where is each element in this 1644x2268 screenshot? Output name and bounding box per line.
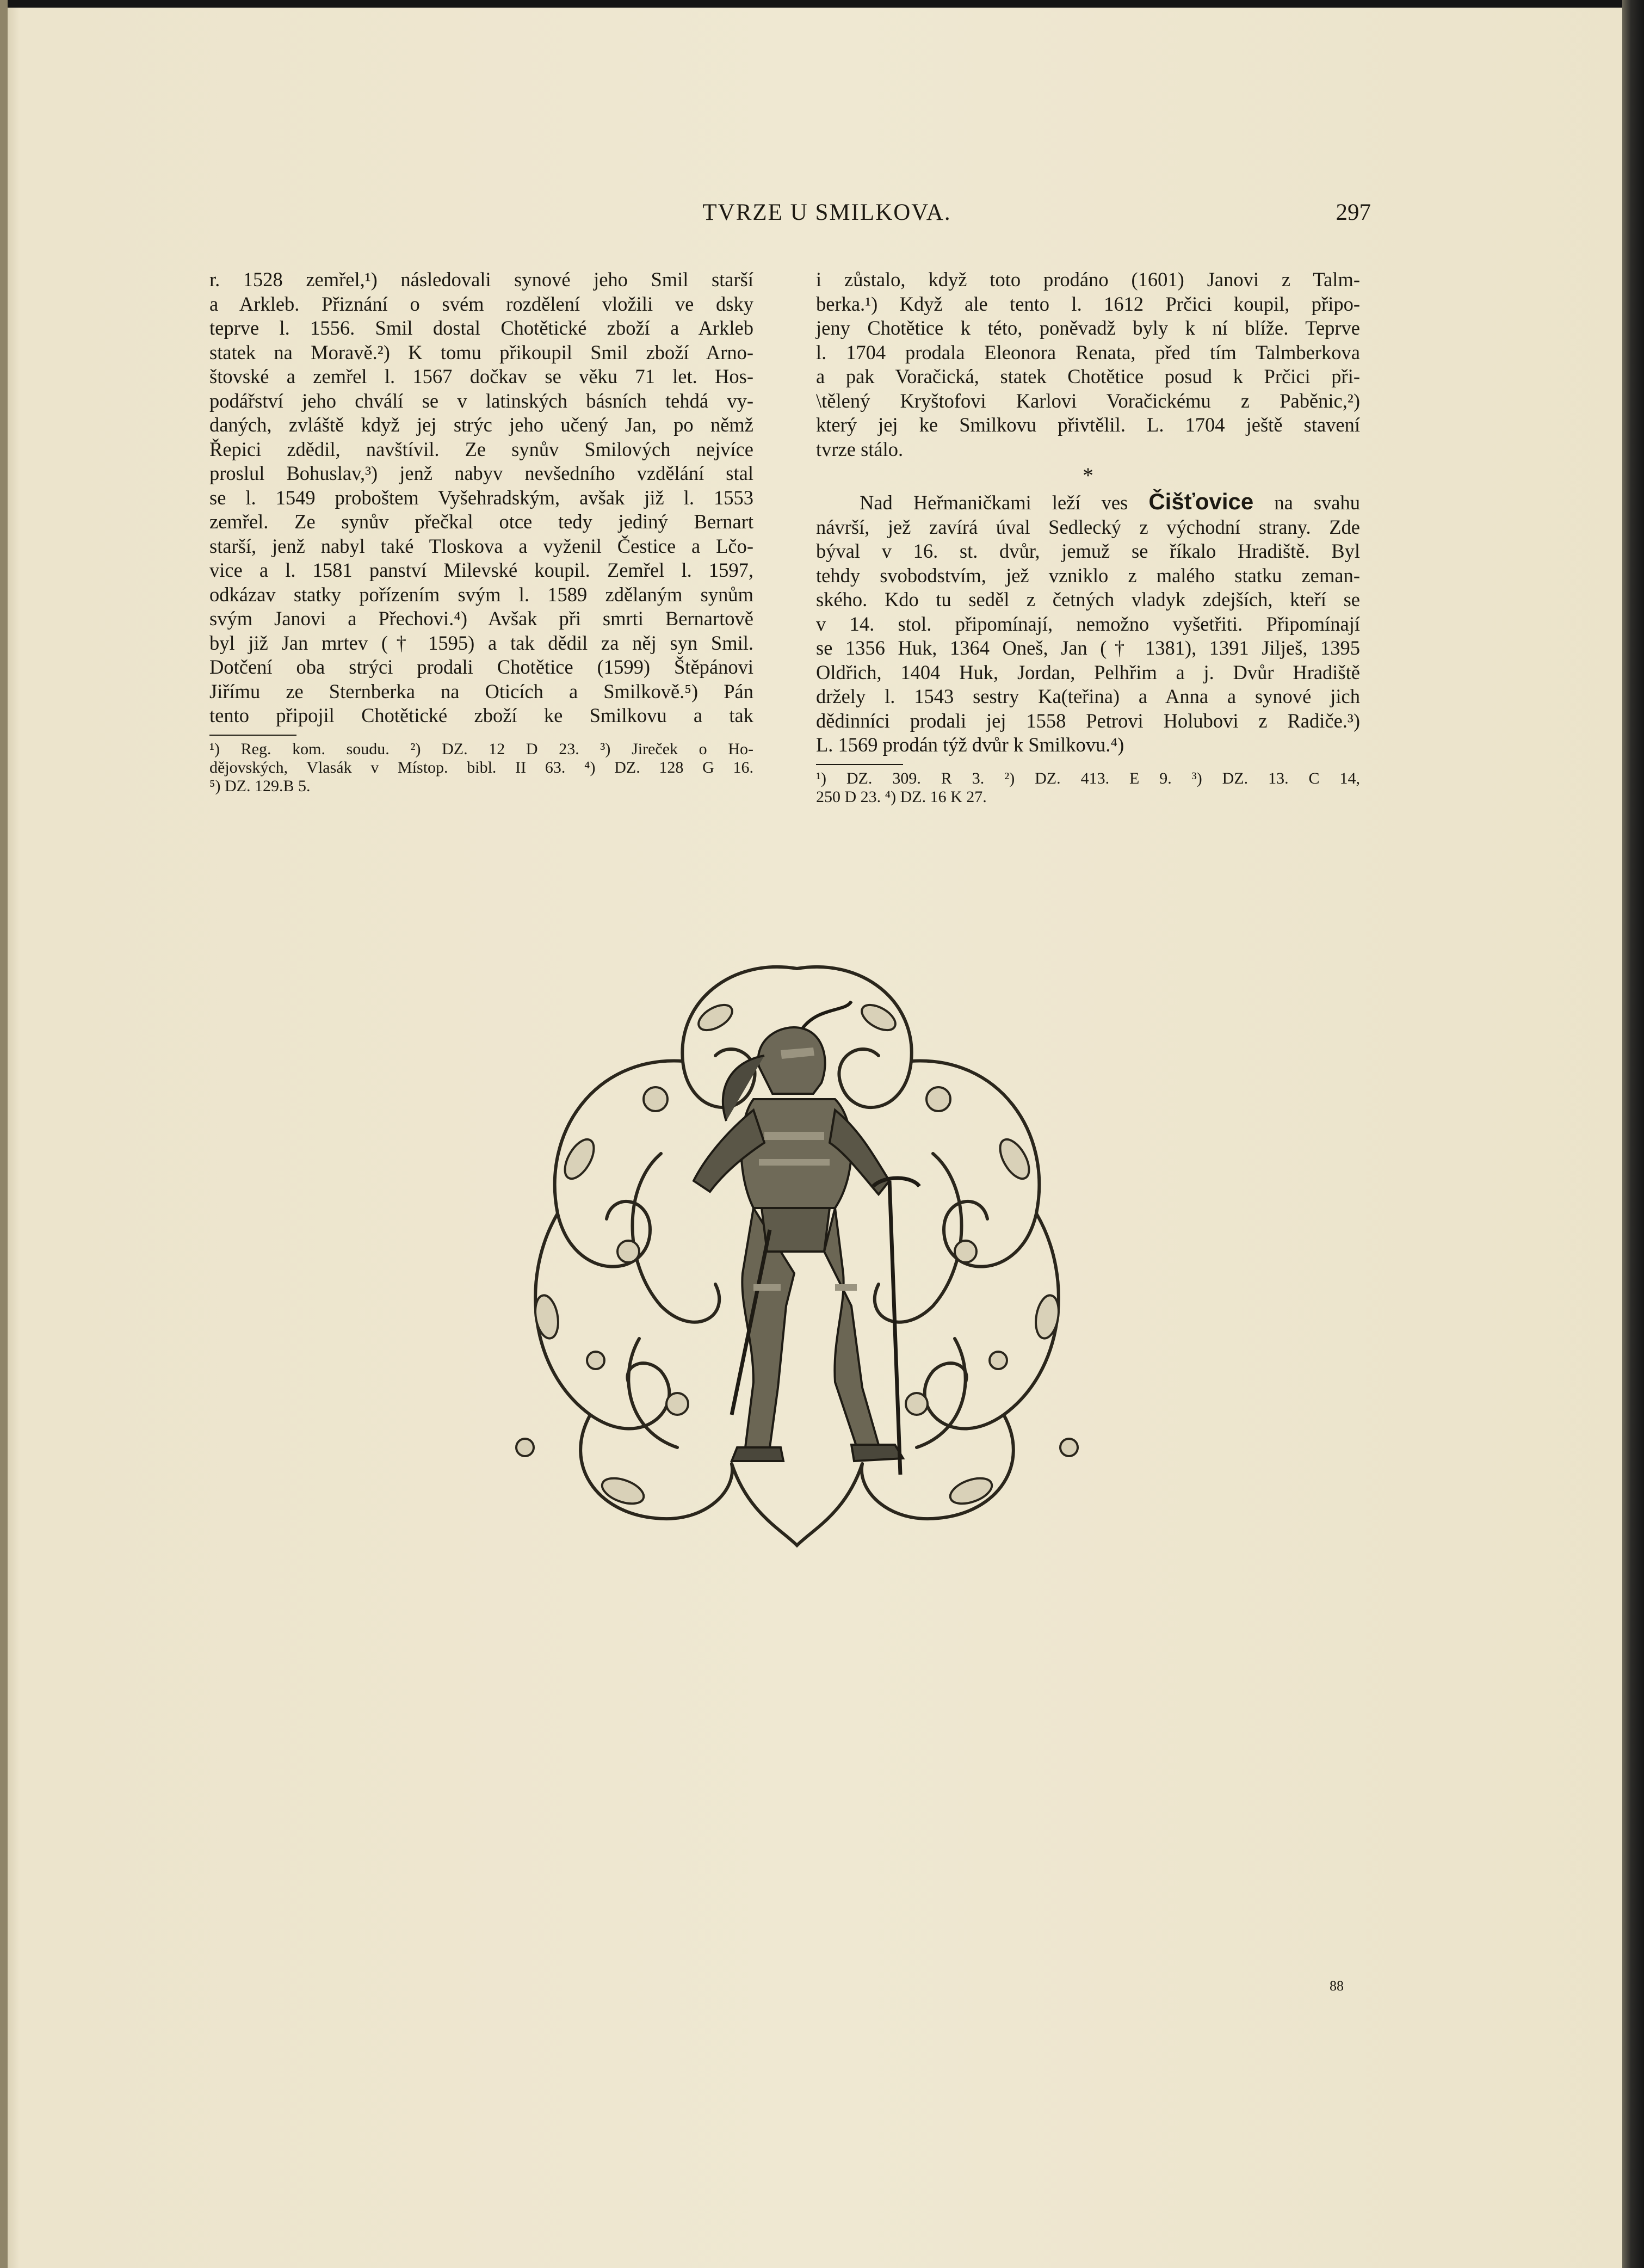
text-line: daných, zvláště když jej strýc jeho učený Jan, po němž bbox=[209, 414, 753, 436]
text-line: se l. 1549 proboštem Vyšehradským, avšak již l. 1553 bbox=[209, 486, 753, 509]
text-line: i zůstalo, když toto prodáno (1601) Janovi z Talm- bbox=[816, 268, 1360, 291]
left-column bbox=[209, 268, 753, 796]
text-line: návrší, jež zavírá úval Sedlecký z východní strany. Zde bbox=[816, 515, 1360, 538]
right-footnotes bbox=[816, 769, 1360, 806]
text-line: berka.¹) Když ale tento l. 1612 Prčici koupil, připo- bbox=[816, 292, 1360, 315]
text-line: ského. Kdo tu seděl z četných vladyk zdejších, kteří se bbox=[816, 588, 1360, 611]
text-line: zemřel. Ze synův přečkal otce tedy jediný Bernart bbox=[209, 510, 753, 533]
text-line: statek na Moravě.²) K tomu přikoupil Smil zboží Arno- bbox=[209, 341, 753, 363]
text-line: se 1356 Huk, 1364 Oneš, Jan († 1381), 1391 Jilješ, 1395 bbox=[816, 637, 1360, 659]
text-line: dědinníci prodali jej 1558 Petrovi Holubovi z Radiče.³) bbox=[816, 709, 1360, 732]
footnote-line: 250 D 23. ⁴) DZ. 16 K 27. bbox=[816, 787, 987, 806]
footnote-rule bbox=[816, 764, 903, 765]
text-line: a pak Voračická, statek Chotětice posud k Prčici při- bbox=[816, 365, 1360, 387]
right-column bbox=[816, 268, 1360, 806]
text-line: \tělený Kryštofovi Karlovi Voračickému z Paběnic,²) bbox=[816, 389, 1360, 412]
page-gutter bbox=[0, 0, 8, 2268]
footnote-rule bbox=[209, 735, 296, 736]
text-line: tvrze stálo. bbox=[816, 437, 904, 460]
text-line: teprve l. 1556. Smil dostal Chotětické zboží a Arkleb bbox=[209, 317, 753, 339]
text-line: starší, jenž nabyl také Tloskova a vyženil Čestice a Lčo- bbox=[209, 534, 753, 557]
village-name: Čišťovice bbox=[1148, 489, 1254, 514]
printer-signature-mark: 88 bbox=[1330, 1978, 1344, 1994]
text-line-first bbox=[816, 490, 1360, 515]
running-head: TVRZE U SMILKOVA. bbox=[702, 200, 951, 225]
knight-ornament-illustration bbox=[498, 925, 1096, 1578]
text-line: byl již Jan mrtev († 1595) a tak dědil za něj syn Smil. bbox=[209, 631, 753, 654]
left-paragraph bbox=[209, 268, 753, 728]
text-line: tento připojil Chotětické zboží ke Smilkovu a tak bbox=[209, 704, 753, 726]
text-line: býval v 16. st. dvůr, jemuž se říkalo Hradiště. Byl bbox=[816, 540, 1360, 562]
text-line: a Arkleb. Přiznání o svém rozdělení vložili ve dsky bbox=[209, 292, 753, 315]
right-paragraph-1 bbox=[816, 268, 1360, 461]
footnote-line: ⁵) DZ. 129.B 5. bbox=[209, 776, 311, 795]
text-line: Jiřímu ze Sternberka na Oticích a Smilkově.⁵) Pán bbox=[209, 680, 753, 702]
section-separator: * bbox=[1083, 463, 1093, 488]
text-line: který jej ke Smilkovu přivtělil. L. 1704 ještě stavení bbox=[816, 414, 1360, 436]
text-line: l. 1704 prodala Eleonora Renata, před tím Talmberkova bbox=[816, 341, 1360, 363]
page-number: 297 bbox=[1336, 200, 1371, 225]
text-line: tehdy svobodstvím, jež vzniklo z malého statku zeman- bbox=[816, 564, 1360, 587]
text-line: v 14. stol. připomínají, nemožno vyšetřiti. Připomínají bbox=[816, 612, 1360, 635]
text-line: odkázav statky pořízením svým l. 1589 zdělaným synům bbox=[209, 583, 753, 606]
footnote-line: dějovských, Vlasák v Místop. bibl. II 63. ⁴) DZ. 128 G 16. bbox=[209, 758, 753, 776]
text-line: Oldřich, 1404 Huk, Jordan, Pelhřim a j. Dvůr Hradiště bbox=[816, 661, 1360, 683]
left-footnotes bbox=[209, 740, 753, 796]
text-line: Řepici zdědil, navštívil. Ze synův Smilových nejvíce bbox=[209, 437, 753, 460]
lead-prefix: Nad Heřmaničkami leží ves bbox=[860, 491, 1128, 514]
text-line: proslul Bohuslav,³) jenž nabyv nevšedního vzdělání stal bbox=[209, 462, 753, 484]
text-line: svým Janovi a Přechovi.⁴) Avšak při smrti Bernartově bbox=[209, 607, 753, 630]
text-line: štovské a zemřel l. 1567 dočkav se věku 71 let. Hos- bbox=[209, 365, 753, 387]
text-line: vice a l. 1581 panství Milevské koupil. Zemřel l. 1597, bbox=[209, 559, 753, 581]
text-line: Dotčení oba strýci prodali Chotětice (1599) Štěpánovi bbox=[209, 656, 753, 678]
text-line: podářství jeho chválí se v latinských básních tehdá vy- bbox=[209, 389, 753, 412]
text-line: jeny Chotětice k této, poněvadž byly k ní blíže. Teprve bbox=[816, 317, 1360, 339]
scan-top-edge bbox=[0, 0, 1644, 8]
scan-right-edge bbox=[1622, 0, 1644, 2268]
lead-suffix: na svahu bbox=[1274, 491, 1360, 514]
text-line: r. 1528 zemřel,¹) následovali synové jeho Smil starší bbox=[209, 268, 753, 291]
footnote-line: ¹) DZ. 309. R 3. ²) DZ. 413. E 9. ³) DZ. 13. C 14, bbox=[816, 769, 1360, 787]
right-paragraph-2 bbox=[816, 490, 1360, 757]
text-line: držely l. 1543 sestry Ka(teřina) a Anna a synové jich bbox=[816, 685, 1360, 707]
footnote-line: ¹) Reg. kom. soudu. ²) DZ. 12 D 23. ³) Jireček o Ho- bbox=[209, 739, 753, 758]
text-line: L. 1569 prodán týž dvůr k Smilkovu.⁴) bbox=[816, 734, 1124, 756]
